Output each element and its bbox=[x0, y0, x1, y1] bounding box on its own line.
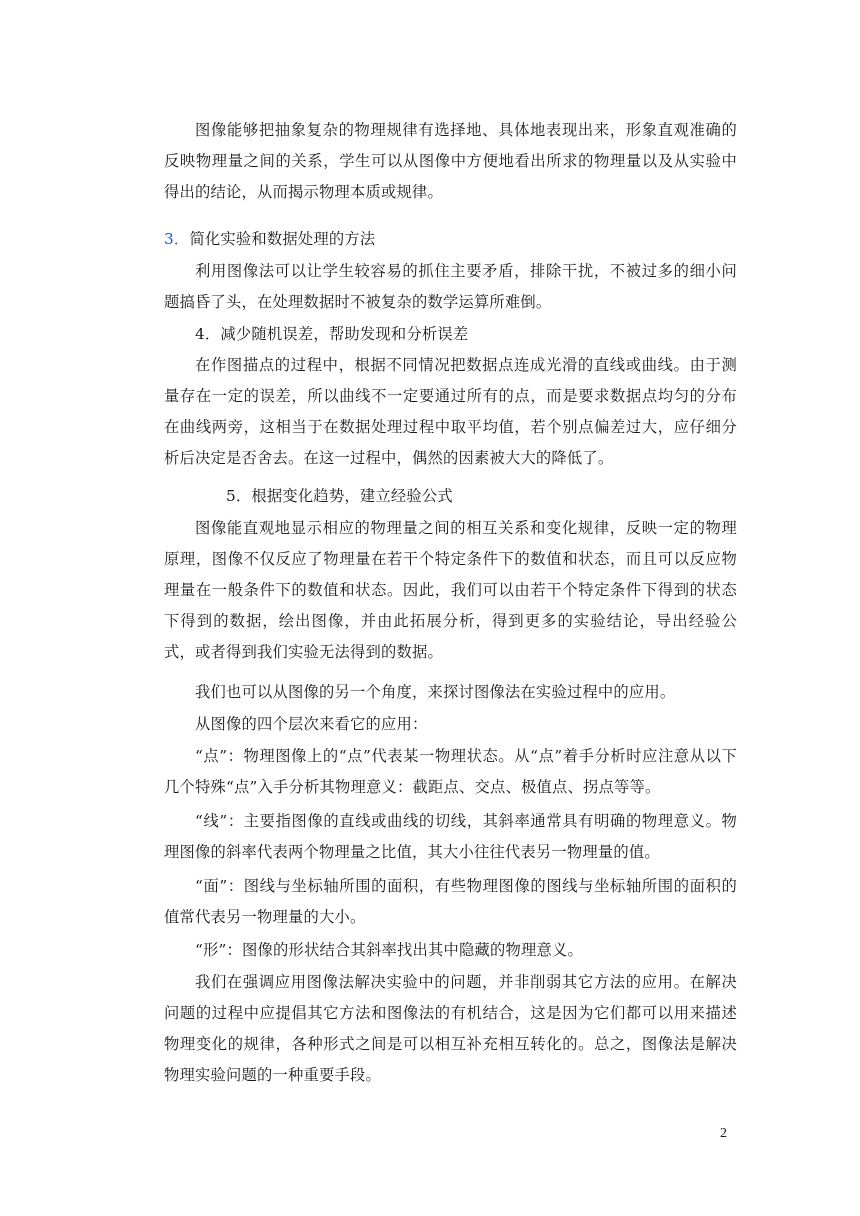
paragraph-point: “点”：物理图像上的“点”代表某一物理状态。从“点”着手分析时应注意从以下几个特殊“点”入手分析其物理意义：截距点、交点、极值点、拐点等等。 bbox=[164, 747, 737, 796]
paragraph-area: “面”：图线与坐标轴所围的面积，有些物理图像的图线与坐标轴所围的面积的值常代表另一物理量的大小。 bbox=[164, 877, 737, 926]
paragraph-another-angle: 我们也可以从图像的另一个角度，来探讨图像法在实验过程中的应用。 bbox=[195, 683, 676, 701]
paragraph-simplify: 利用图像法可以让学生较容易的抓住主要矛盾，排除干扰，不被过多的细小问题搞昏了头，在处理数据时不被复杂的数学运算所难倒。 bbox=[164, 262, 737, 311]
paragraph-four-levels: 从图像的四个层次来看它的应用： bbox=[195, 715, 428, 733]
heading-3-text: 简化实验和数据处理的方法 bbox=[189, 230, 376, 248]
heading-4: 4．减少随机误差，帮助发现和分析误差 bbox=[195, 325, 469, 343]
paragraph-line: “线”：主要指图像的直线或曲线的切线，其斜率通常具有明确的物理意义。物理图像的斜率代表两个物理量之比值，其大小往往代表另一物理量的值。 bbox=[164, 812, 737, 861]
page-number: 2 bbox=[720, 1126, 727, 1141]
paragraph-formula: 图像能直观地显示相应的物理量之间的相互关系和变化规律，反映一定的物理原理，图像不仅反应了物理量在若干个特定条件下的数值和状态，而且可以反应物理量在一般条件下的数值和状态。因此，我们可以由若干个特定条件下得到的状态下得到的数据，绘出图像，并由此拓展分析，得到更多的实验结论，导出经验公式，或者得到我们实验无法得到的数据。 bbox=[164, 519, 737, 661]
heading-5: 5．根据变化趋势，建立经验公式 bbox=[226, 487, 453, 505]
paragraph-reduce-error: 在作图描点的过程中，根据不同情况把数据点连成光滑的直线或曲线。由于测量存在一定的误差，所以曲线不一定要通过所有的点，而是要求数据点均匀的分布在曲线两旁，这相当于在数据处理过程中取平均值，若个别点偏差过大，应仔细分析后决定是否舍去。在这一过程中，偶然的因素被大大的降低了。 bbox=[164, 356, 737, 467]
paragraph-conclusion: 我们在强调应用图像法解决实验中的问题，并非削弱其它方法的应用。在解决问题的过程中应提倡其它方法和图像法的有机结合，这是因为它们都可以用来描述物理变化的规律，各种形式之间是可以相互补充相互转化的。总之，图像法是解决物理实验问题的一种重要手段。 bbox=[164, 973, 737, 1084]
heading-3 bbox=[164, 224, 737, 255]
paragraph-shape: “形”：图像的形状结合其斜率找出其中隐藏的物理意义。 bbox=[195, 941, 583, 959]
heading-3-number: 3． bbox=[164, 230, 190, 248]
paragraph-intro: 图像能够把抽象复杂的物理规律有选择地、具体地表现出来，形象直观准确的反映物理量之间的关系，学生可以从图像中方便地看出所求的物理量以及从实验中得出的结论，从而揭示物理本质或规律。 bbox=[164, 121, 737, 201]
